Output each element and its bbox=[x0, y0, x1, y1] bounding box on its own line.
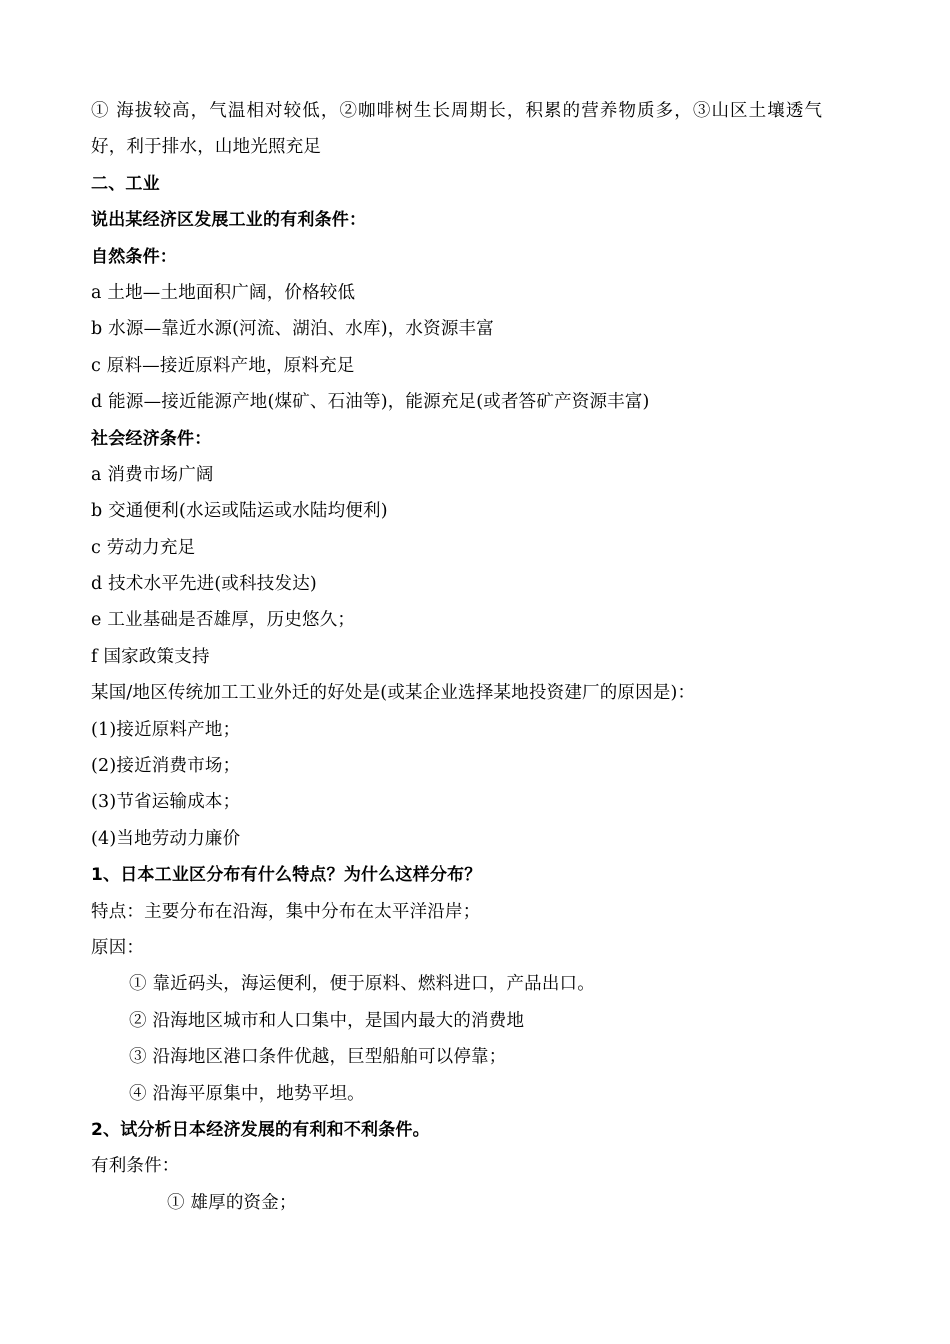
natural-condition-item: b 水源—靠近水源(河流、湖泊、水库)，水资源丰富 bbox=[91, 319, 494, 340]
document-content bbox=[91, 93, 871, 1221]
relocation-item: (1)接近原料产地； bbox=[91, 719, 241, 740]
social-condition-item: e 工业基础是否雄厚，历史悠久； bbox=[91, 610, 356, 631]
question-title: 说出某经济区发展工业的有利条件： bbox=[91, 210, 367, 231]
social-conditions-heading: 社会经济条件： bbox=[91, 428, 212, 449]
relocation-item: (4)当地劳动力廉价 bbox=[91, 828, 241, 849]
natural-condition-item: c 原料—接近原料产地，原料充足 bbox=[91, 355, 355, 376]
social-condition-item: d 技术水平先进(或科技发达) bbox=[91, 574, 317, 595]
natural-condition-item: a 土地—土地面积广阔，价格较低 bbox=[91, 282, 356, 303]
q1-reason-item: ③ 沿海地区港口条件优越，巨型船舶可以停靠； bbox=[129, 1047, 507, 1068]
q2-favorable-item: ① 雄厚的资金； bbox=[167, 1192, 297, 1213]
q1-feature: 特点：主要分布在沿海，集中分布在太平洋沿岸； bbox=[91, 901, 481, 922]
relocation-item: (3)节省运输成本； bbox=[91, 792, 241, 813]
natural-conditions-heading: 自然条件： bbox=[91, 246, 177, 267]
natural-condition-item: d 能源—接近能源产地(煤矿、石油等)，能源充足(或者答矿产资源丰富) bbox=[91, 392, 650, 413]
q1-title: 1、日本工业区分布有什么特点？为什么这样分布？ bbox=[91, 865, 482, 886]
relocation-heading: 某国/地区传统加工工业外迁的好处是(或某企业选择某地投资建厂的原因是)： bbox=[91, 683, 696, 704]
q2-favorable-heading: 有利条件： bbox=[91, 1156, 180, 1177]
q1-reason-item: ① 靠近码头，海运便利，便于原料、燃料进口，产品出口。 bbox=[129, 974, 595, 995]
section-title: 二、工业 bbox=[91, 173, 160, 194]
social-condition-item: a 消费市场广阔 bbox=[91, 464, 214, 485]
q2-title: 2、试分析日本经济发展的有利和不利条件。 bbox=[91, 1119, 430, 1140]
q1-reason-item: ④ 沿海平原集中，地势平坦。 bbox=[129, 1083, 365, 1104]
q1-reason-heading: 原因： bbox=[91, 937, 145, 958]
intro-line-1: ① 海拔较高，气温相对较低，②咖啡树生长周期长，积累的营养物质多，③山区土壤透气 bbox=[91, 101, 824, 121]
social-condition-item: f 国家政策支持 bbox=[91, 646, 210, 667]
social-condition-item: c 劳动力充足 bbox=[91, 537, 196, 558]
social-condition-item: b 交通便利(水运或陆运或水陆均便利) bbox=[91, 501, 388, 522]
relocation-item: (2)接近消费市场； bbox=[91, 756, 241, 777]
q1-reason-item: ② 沿海地区城市和人口集中，是国内最大的消费地 bbox=[129, 1010, 525, 1031]
intro-line-2: 好，利于排水，山地光照充足 bbox=[91, 137, 322, 158]
